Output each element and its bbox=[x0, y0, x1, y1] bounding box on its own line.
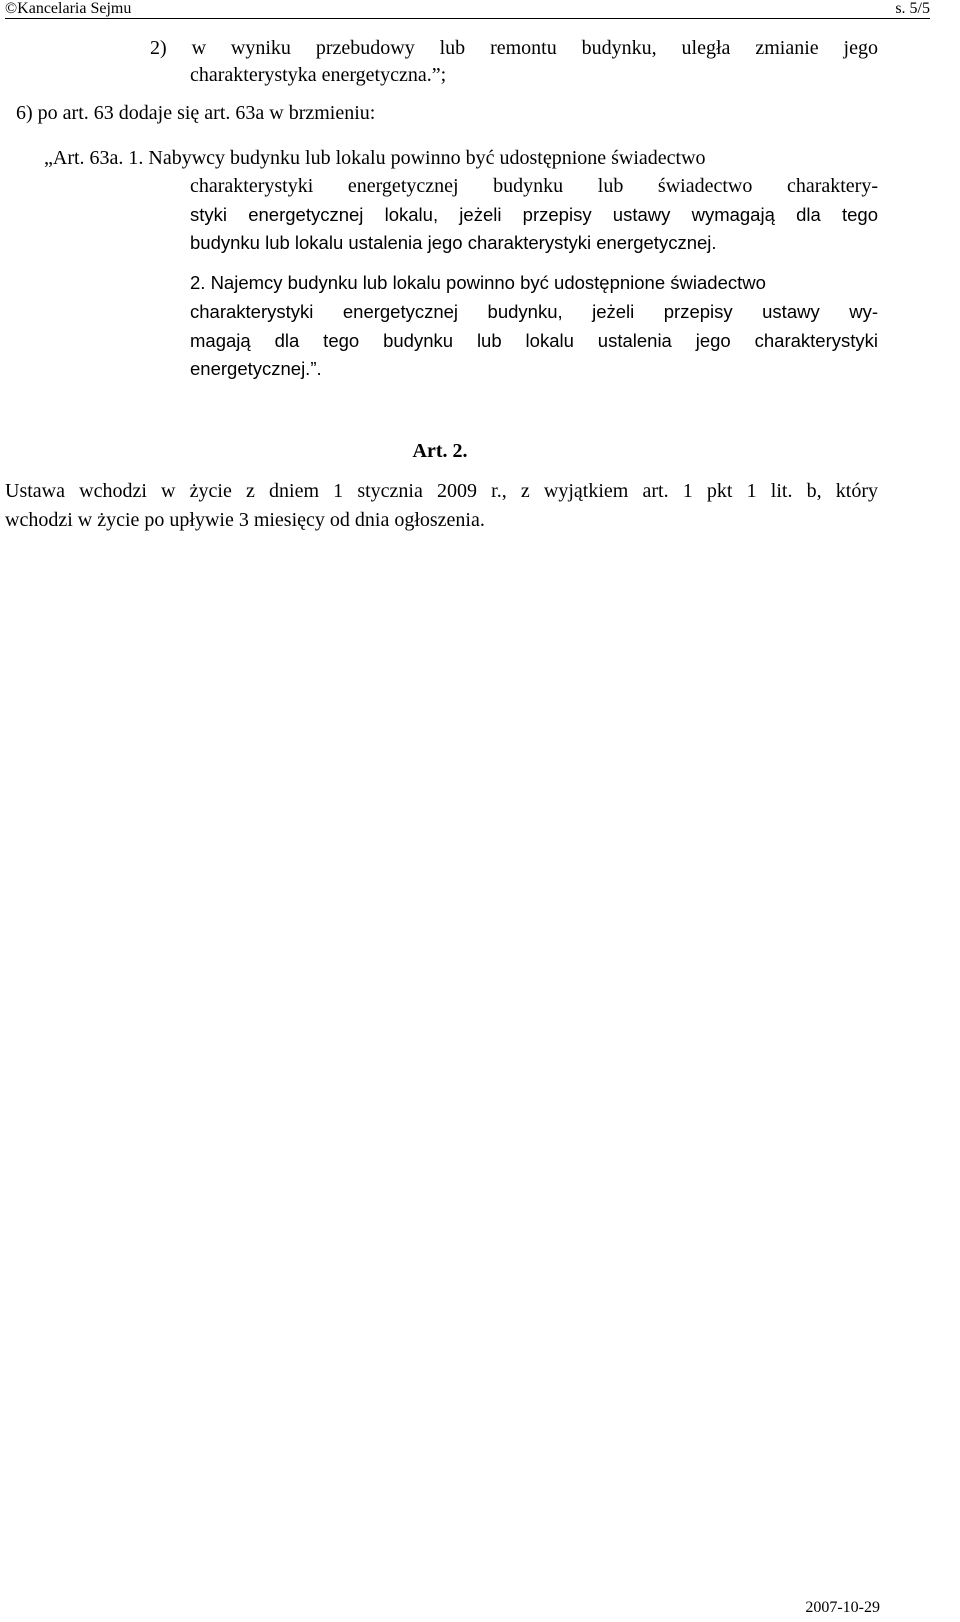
art63a-par2-line4: energetycznej.”. bbox=[190, 358, 322, 379]
art63a-par1-line1: „Art. 63a. 1. Nabywcy budynku lub lokalu powinno być udostępnione świadectwo bbox=[44, 147, 706, 169]
footer-date: 2007-10-29 bbox=[805, 1599, 880, 1616]
copyright-label: ©Kancelaria Sejmu bbox=[5, 0, 132, 17]
art2-line1: Ustawa wchodzi w życie z dniem 1 stycznia 2009 r., z wyjątkiem art. 1 pkt 1 lit. b, który bbox=[5, 480, 878, 502]
art2-line2: wchodzi w życie po upływie 3 miesięcy od dnia ogłoszenia. bbox=[5, 509, 485, 531]
item2-line2: charakterystyka energetyczna.”; bbox=[190, 64, 447, 86]
art63a-par2-line3: magają dla tego budynku lub lokalu ustalenia jego charakterystyki bbox=[190, 330, 878, 351]
point6-text: 6) po art. 63 dodaje się art. 63a w brzmieniu: bbox=[16, 102, 376, 124]
art63a-par2-line2: charakterystyki energetycznej budynku, jeżeli przepisy ustawy wy- bbox=[190, 301, 878, 322]
art63a-par1-line4: budynku lub lokalu ustalenia jego charakterystyki energetycznej. bbox=[190, 232, 717, 253]
art63a-par2-line1: 2. Najemcy budynku lub lokalu powinno być udostępnione świadectwo bbox=[190, 272, 766, 293]
art2-title: Art. 2. bbox=[412, 440, 468, 462]
art63a-par1-line3: styki energetycznej lokalu, jeżeli przepisy ustawy wymagają dla tego bbox=[190, 204, 878, 225]
page-number: s. 5/5 bbox=[895, 0, 930, 17]
item2-line1: 2) w wyniku przebudowy lub remontu budynku, uległa zmianie jego bbox=[150, 37, 878, 59]
page-header bbox=[5, 0, 930, 19]
art63a-par1-line2: charakterystyki energetycznej budynku lub świadectwo charaktery- bbox=[190, 175, 878, 197]
